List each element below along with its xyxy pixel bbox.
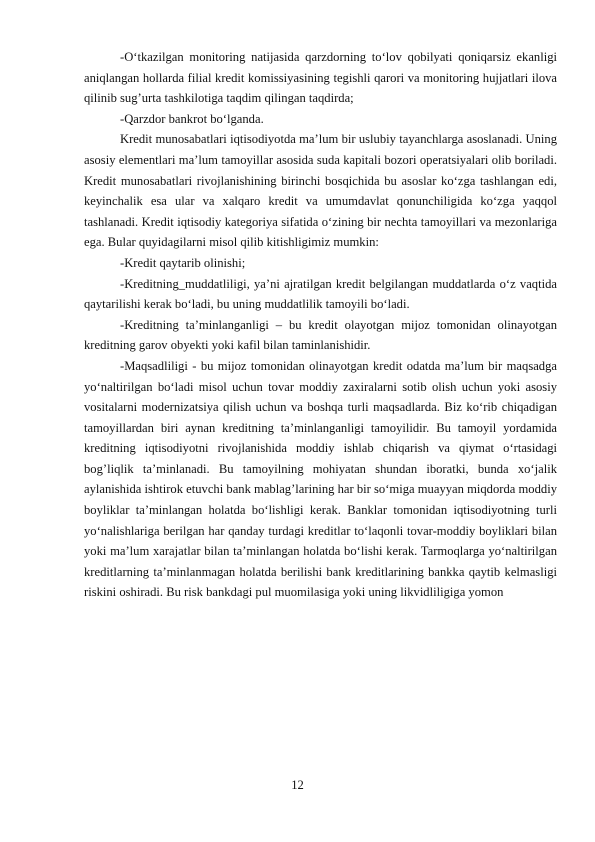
paragraph-monitoring-condition: -O‘tkazilgan monitoring natijasida qarzdorning to‘lov qobilyati qoniqarsiz ekanligi aniqlangan hollarda filial kredit komissiyasining tegishli qarori va monitoring hujjatlari ilova qilinib sug’urta tashkilotiga taqdim qilingan taqdirda; [84, 50, 557, 106]
document-body [84, 47, 557, 603]
paragraph-purpose-principle: -Maqsadliligi - bu mijoz tomonidan olinayotgan kredit odatda ma’lum bir maqsadga yo‘naltirilgan bo‘ladi misol uchun tovar moddiy zaxiralarni sotib olish uchun yoki asosiy vositalarni modernizatsiya qilish uchun va boshqa turli maqsadlarda. Biz ko‘rib chiqadigan tamoyillardan biri aynan kreditning ta’minlanganligi tamoyilidir. Bu tamoyil yordamida kreditning iqtisodiyotni rivojlanishida moddiy ishlab chiqarish va qiymat o‘rtasidagi bog’liqlik ta’minlanadi. Bu tamoyilning mohiyatan shundan iboratki, bunda xo‘jalik aylanishida ishtirok etuvchi bank mablag’larining har bir so‘miga muayyan miqdorda moddiy boyliklar ta’minlangan holatda bo‘lishligi kerak. Banklar tomonidan iqtisodiyotning turli yo‘nalishlariga berilgan har qanday turdagi kreditlar to‘laqonli tovar-moddiy boyliklari bilan yoki ma’lum xarajatlar bilan ta’minlangan holatda bo‘lishi kerak. Tarmoqlarga yo‘naltirilgan kreditlarning ta’minlanmagan holatda berilishi bank kreditlarining bankka qaytib kelmasligi riskini oshiradi. Bu risk bankdagi pul muomilasiga yoki uning likvidliligiga yomon [84, 358, 557, 600]
paragraph-term-principle: -Kreditning_muddatliligi, ya’ni ajratilgan kredit belgilangan muddatlarda o‘z vaqtida qaytarilishi kerak bo‘ladi, bu uning muddatlilik tamoyili bo‘ladi. [84, 276, 557, 312]
paragraph-credit-principles-intro: Kredit munosabatlari iqtisodiyotda ma’lum bir uslubiy tayanchlarga asoslanadi. Uning asosiy elementlari ma’lum tamoyillar asosida suda kapitali bozori operatsiyalari olib boriladi. Kredit munosabatlari rivojlanishining birinchi bosqichida bu asoslar ko‘zga tashlangan edi, keyinchalik esa ular va xalqaro kredit va umumdavlat qonunchiligida ko‘zga yaqqol tashlanadi. Kredit iqtisodiy kategoriya sifatida o‘zining bir nechta tamoyillari va mezonlariga ega. Bular quyidagilarni misol qilib kitishligimiz mumkin: [84, 132, 557, 250]
paragraph-repayment-principle: -Kredit qaytarib olinishi; [120, 255, 246, 270]
page-number: 12 [291, 778, 304, 792]
paragraph-security-principle: -Kreditning ta’minlanganligi – bu kredit olayotgan mijoz tomonidan olinayotgan kreditning garov obyekti yoki kafil bilan taminlanishidir. [84, 317, 557, 353]
paragraph-bankruptcy-condition: -Qarzdor bankrot bo‘lganda. [120, 111, 264, 126]
